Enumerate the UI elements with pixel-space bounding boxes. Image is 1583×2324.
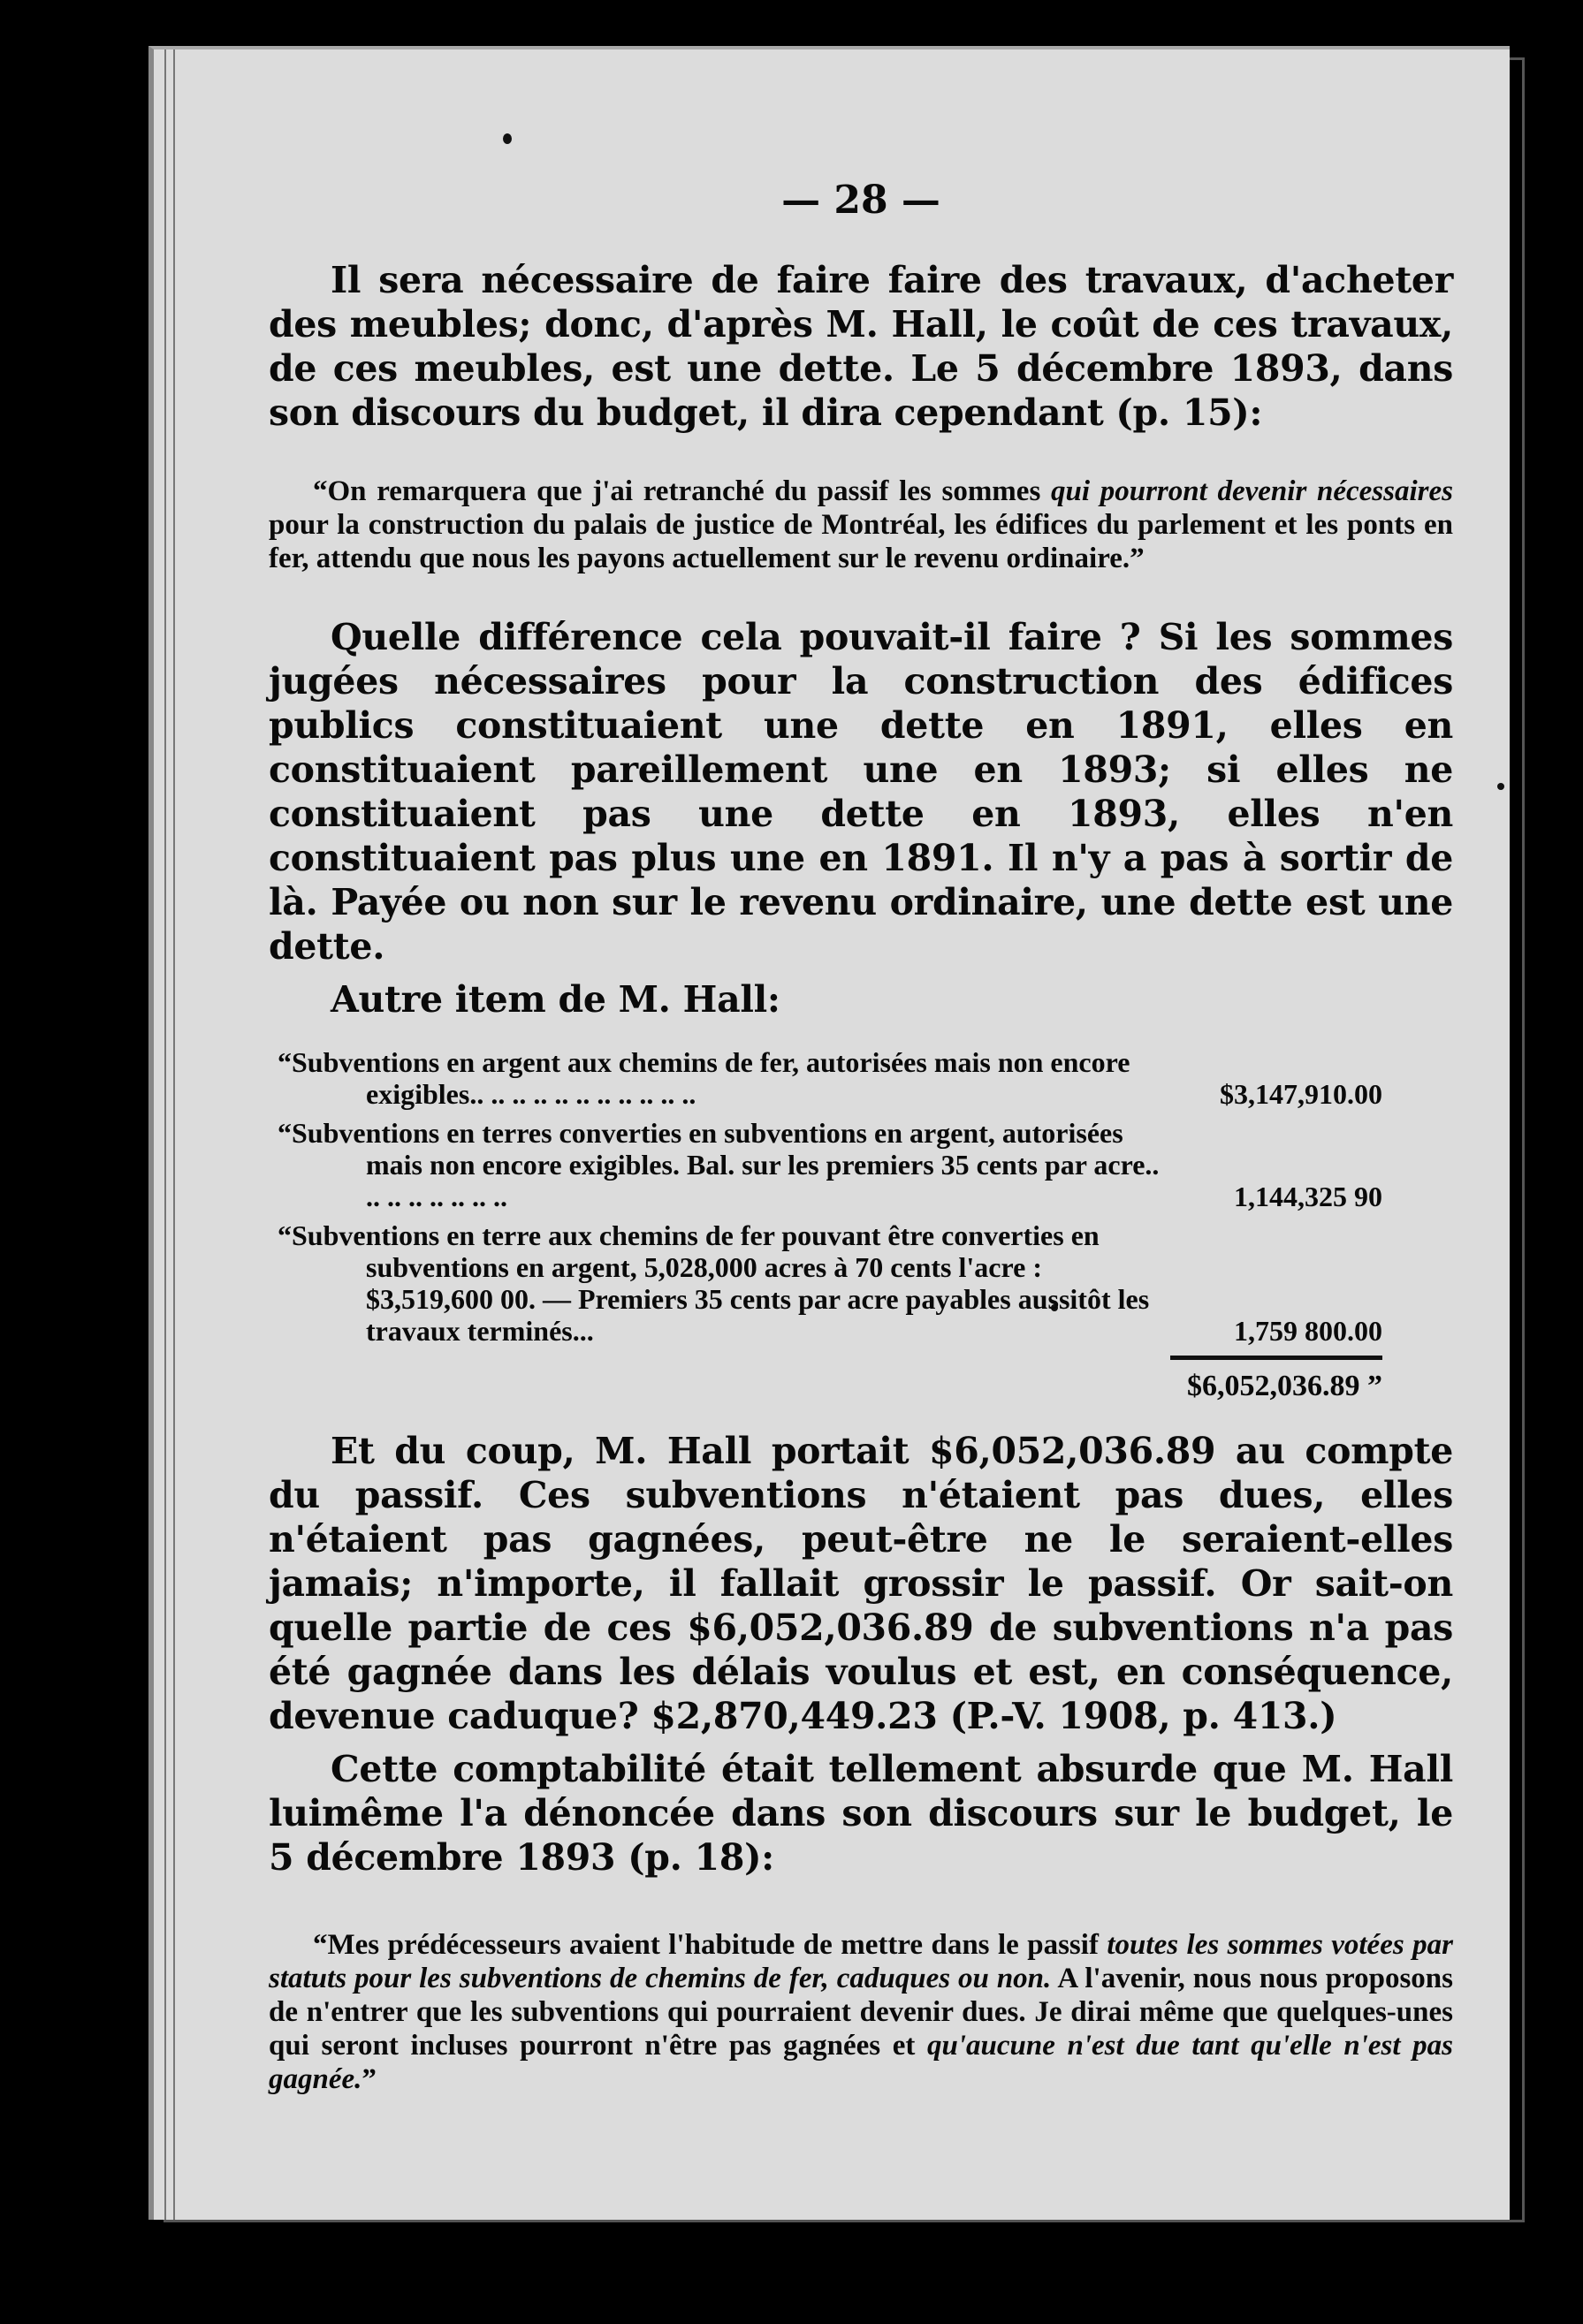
ledger-amount: $3,147,910.00 bbox=[1220, 1078, 1382, 1110]
page-edge-line bbox=[173, 49, 175, 2220]
subsidy-ledger bbox=[269, 1046, 1382, 1402]
page-content bbox=[269, 178, 1453, 2136]
paragraph-5: Cette comptabilité était tellement absurde que M. Hall luimême l'a dénoncée dans son discours sur le budget, le 5 décembre 1893 (p. 18): bbox=[269, 1748, 1453, 1879]
ledger-total: $6,052,036.89 ” bbox=[1187, 1370, 1382, 1402]
quote-text: A l'avenir, nous nous proposons de n'entrer que les subventions qui pourraient devenir dues. Je dirai même que quelques-unes qui seront incluses pourront n'être pas gagnées et bbox=[269, 1963, 1453, 2062]
ledger-amount: 1,759 800.00 bbox=[1234, 1315, 1382, 1347]
ledger-row bbox=[278, 1117, 1382, 1212]
paragraph-3: Autre item de M. Hall: bbox=[331, 978, 780, 1021]
ledger-amount: 1,144,325 90 bbox=[1234, 1181, 1382, 1212]
ledger-total-rule bbox=[1170, 1356, 1382, 1360]
ledger-description: “Subventions en terre aux chemins de fer pouvant être converties en subventions en argent, 5,028,000 acres à 70 cents l'acre : $3,519,600 00. — Premiers 35 cents par acre payables aussitôt les travaux terminés... bbox=[278, 1219, 1150, 1347]
quote-text: “On remarquera que j'ai retranché du passif les sommes bbox=[313, 475, 1051, 507]
quote-text: ” bbox=[362, 2063, 377, 2095]
document-page bbox=[148, 46, 1510, 2220]
paragraph-1: Il sera nécessaire de faire faire des travaux, d'acheter des meubles; donc, d'après M. Hall, le coût de ces travaux, de ces meubles, est une dette. Le 5 décembre 1893, dans son discours du budget, il dira cependant (p. 15): bbox=[269, 259, 1453, 434]
ledger-description: “Subventions en argent aux chemins de fer, autorisées mais non encore exigibles.. .. .. .. .. .. .. .. .. .. .. bbox=[278, 1046, 1130, 1110]
quote-italic-text: qui pourront devenir nécessaires bbox=[1051, 475, 1453, 507]
page-edge-line bbox=[164, 49, 166, 2220]
quote-text: “Mes prédécesseurs avaient l'habitude de mettre dans le passif bbox=[313, 1929, 1107, 1961]
ledger-description: “Subventions en terres converties en subventions en argent, autorisées mais non encore exigibles. Bal. sur les premiers 35 cents par acre.. .. .. .. .. .. .. .. bbox=[278, 1117, 1160, 1212]
page-number: — 28 — bbox=[781, 178, 940, 223]
quote-italic-text: qu'aucune n'est due tant qu'elle n'est pas gagnée. bbox=[269, 2030, 1454, 2095]
quote-text: pour la construction du palais de justice de Montréal, les édifices du parlement et les ponts en fer, attendu que nous les payons actuellement sur le revenu ordinaire.” bbox=[269, 509, 1453, 574]
paragraph-4: Et du coup, M. Hall portait $6,052,036.89 au compte du passif. Ces subventions n'étaient pas dues, elles n'étaient pas gagnées, peut-être ne le seraient-elles jamais; n'importe, il fallait grossir le passif. Or sait-on quelle partie de ces $6,052,036.89 de subventions n'a pas été gagnée dans les délais voulus et est, en conséquence, devenue caduque? $2,870,449.23 (P.-V. 1908, p. 413.) bbox=[269, 1430, 1453, 1737]
paragraph-2: Quelle différence cela pouvait-il faire ? Si les sommes jugées nécessaires pour la construction des édifices publics constituaient une dette en 1891, elles en constituaient pareillement une en 1893; si elles ne constituaient pas une dette en 1893, elles n'en constituaient pas plus une en 1891. Il n'y a pas à sortir de là. Payée ou non sur le revenu ordinaire, une dette est une dette. bbox=[269, 616, 1453, 968]
quote-italic-text: toutes les sommes votées par statuts pour les subventions de chemins de fer, caduques ou non. bbox=[269, 1929, 1453, 1994]
quote-predecessors bbox=[269, 1928, 1453, 2096]
quote-hall-1893 bbox=[269, 475, 1453, 575]
ledger-row bbox=[278, 1219, 1382, 1347]
ledger-row bbox=[278, 1046, 1382, 1110]
ink-speck bbox=[1497, 783, 1504, 790]
ink-speck bbox=[503, 133, 512, 144]
